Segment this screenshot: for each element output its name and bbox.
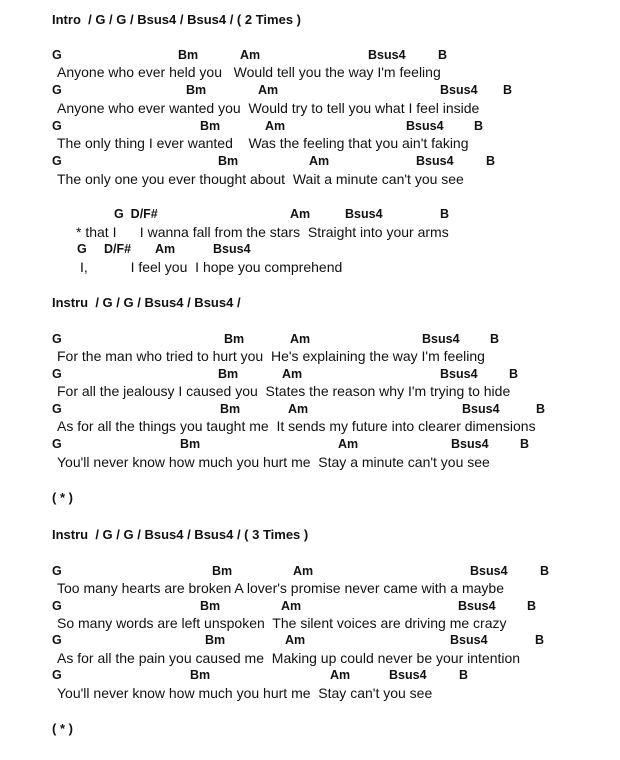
lyric-line: As for all the things you taught me It sends my future into clearer dimensions	[57, 418, 536, 434]
chord: Bm	[224, 332, 245, 346]
chord: Bsus4	[416, 154, 454, 168]
chord: G	[52, 564, 62, 578]
chord: Bm	[205, 633, 226, 647]
chord: G	[52, 633, 62, 647]
chord: Bm	[220, 402, 241, 416]
chord: B	[527, 599, 537, 613]
chord: Am	[281, 599, 302, 613]
chord: Bsus4	[440, 83, 478, 97]
lyric-line: The only thing I ever wanted Was the feeling that you ain't faking	[57, 135, 469, 151]
chord: Am	[290, 332, 311, 346]
chord: Bsus4	[470, 564, 508, 578]
lyric-line: For all the jealousy I caused you States the reason why I'm trying to hide	[57, 383, 511, 399]
chord: G	[52, 119, 62, 133]
chord: Bsus4	[345, 207, 383, 221]
chord: Bm	[200, 599, 221, 613]
lyric-line: As for all the pain you caused me Making up could never be your intention	[57, 650, 521, 666]
chord: G	[52, 154, 62, 168]
chord: G D/F#	[114, 207, 158, 221]
chord: Bm	[218, 367, 239, 381]
chord: Bm	[200, 119, 221, 133]
chord: G	[52, 668, 62, 682]
lyric-line: For the man who tried to hurt you He's explaining the way I'm feeling	[57, 348, 485, 364]
lyric-line: I, I feel you I hope you comprehend	[80, 259, 343, 275]
lyric-line: Too many hearts are broken A lover's promise never came with a maybe	[57, 580, 504, 596]
chord: Am	[285, 633, 306, 647]
chord: Bsus4	[389, 668, 427, 682]
chord: G	[52, 599, 62, 613]
chord: D/F#	[104, 242, 132, 256]
chord: Bm	[218, 154, 239, 168]
chord: Am	[293, 564, 314, 578]
chord: B	[474, 119, 484, 133]
chord: B	[486, 154, 496, 168]
chord: B	[503, 83, 513, 97]
intro-line: Intro / G / G / Bsus4 / Bsus4 / ( 2 Times )	[52, 12, 301, 27]
chord: B	[535, 633, 545, 647]
chord: Bm	[190, 668, 211, 682]
chord: Bsus4	[451, 437, 489, 451]
chorus-marker: ( * )	[52, 490, 73, 505]
chord: G	[52, 367, 62, 381]
chord: G	[52, 402, 62, 416]
chord: Bsus4	[458, 599, 496, 613]
chord: G	[52, 437, 62, 451]
chord: B	[490, 332, 500, 346]
chord: Bsus4	[213, 242, 251, 256]
chord: B	[536, 402, 546, 416]
chord: Bm	[186, 83, 207, 97]
chord: Am	[330, 668, 351, 682]
chorus-marker: ( * )	[52, 721, 73, 736]
chord: Bsus4	[440, 367, 478, 381]
chord: Am	[290, 207, 311, 221]
chord: Bm	[180, 437, 201, 451]
chord: Am	[265, 119, 286, 133]
chord: Bsus4	[450, 633, 488, 647]
chord: B	[459, 668, 469, 682]
chord: Am	[282, 367, 303, 381]
chord: B	[509, 367, 519, 381]
chord: Am	[258, 83, 279, 97]
chord: Am	[338, 437, 359, 451]
chord: G	[77, 242, 87, 256]
chord: Bsus4	[368, 48, 406, 62]
chord: Bsus4	[462, 402, 500, 416]
lyric-line: The only one you ever thought about Wait a minute can't you see	[57, 171, 464, 187]
chord: Bm	[212, 564, 233, 578]
chord: B	[440, 207, 450, 221]
chord: B	[540, 564, 550, 578]
instrumental-line: Instru / G / G / Bsus4 / Bsus4 /	[52, 295, 241, 310]
chord: Am	[240, 48, 261, 62]
lyric-line: Anyone who ever held you Would tell you the way I'm feeling	[57, 64, 441, 80]
instrumental-line: Instru / G / G / Bsus4 / Bsus4 / ( 3 Times )	[52, 527, 309, 542]
chord: Am	[288, 402, 309, 416]
chord: Am	[309, 154, 330, 168]
lyric-line: Anyone who ever wanted you Would try to tell you what I feel inside	[57, 100, 480, 116]
chord: Bsus4	[422, 332, 460, 346]
chord: Bsus4	[406, 119, 444, 133]
lyric-line: So many words are left unspoken The silent voices are driving me crazy	[57, 615, 507, 631]
chord: Bm	[178, 48, 199, 62]
chord: B	[520, 437, 530, 451]
lyric-line: You'll never know how much you hurt me Stay can't you see	[57, 685, 433, 701]
lyric-line: * that I I wanna fall from the stars Straight into your arms	[76, 224, 449, 240]
chord: G	[52, 48, 62, 62]
chord: G	[52, 332, 62, 346]
chord: Am	[155, 242, 176, 256]
lyric-line: You'll never know how much you hurt me Stay a minute can't you see	[57, 454, 490, 470]
chord: G	[52, 83, 62, 97]
chord: B	[438, 48, 448, 62]
